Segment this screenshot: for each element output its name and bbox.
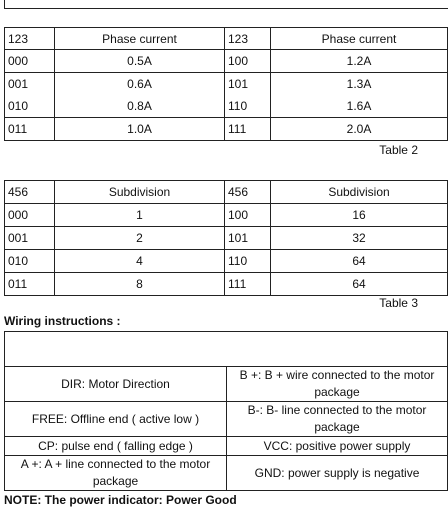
table-row: [5, 204, 448, 227]
table-row: [5, 227, 448, 250]
table-cell: CP: pulse end ( falling edge ): [5, 437, 227, 456]
header-cell: Phase current: [55, 28, 225, 50]
top-border-fragment: [4, 0, 448, 9]
wiring-title: Wiring instructions :: [4, 314, 121, 328]
table-cell: 110: [225, 95, 271, 118]
table-cell: 1.6A: [271, 95, 448, 118]
table-cell: 011: [5, 118, 55, 141]
table-cell: 16: [271, 204, 448, 227]
table-cell: 1.3A: [271, 73, 448, 95]
table-cell: VCC: positive power supply: [227, 437, 448, 456]
table-row: [5, 73, 448, 95]
table-cell: 0.5A: [55, 50, 225, 73]
table-cell: B-: B- line connected to the motor package: [227, 402, 448, 437]
table-cell: 2: [55, 227, 225, 250]
table-cell: 8: [55, 273, 225, 296]
table-cell: 100: [225, 204, 271, 227]
table-cell: FREE: Offline end ( active low ): [5, 402, 227, 437]
table-row: [5, 437, 448, 456]
table-cell: 100: [225, 50, 271, 73]
table-row: [5, 367, 448, 402]
table-row: [5, 250, 448, 273]
table-header-row: [5, 28, 448, 50]
table-row: [5, 402, 448, 437]
phase-current-table: [4, 27, 448, 141]
subdivision-table: [4, 180, 448, 296]
table-header-row: [5, 181, 448, 204]
table-cell: 001: [5, 73, 55, 95]
wiring-blank-row: [5, 332, 448, 367]
table-cell: 000: [5, 50, 55, 73]
wiring-table: [4, 331, 448, 491]
table-cell: 101: [225, 227, 271, 250]
header-cell: 123: [5, 28, 55, 50]
table-cell: 2.0A: [271, 118, 448, 141]
blank-cell: [5, 332, 448, 367]
table-cell: 4: [55, 250, 225, 273]
table-row: [5, 50, 448, 73]
table-row: [5, 95, 448, 118]
power-indicator-note: NOTE: The power indicator: Power Good: [4, 493, 237, 507]
table-cell: 0.8A: [55, 95, 225, 118]
table-cell: GND: power supply is negative: [227, 456, 448, 491]
header-cell: 456: [5, 181, 55, 204]
header-cell: 456: [225, 181, 271, 204]
table-cell: 0.6A: [55, 73, 225, 95]
table-row: [5, 273, 448, 296]
table-row: [5, 118, 448, 141]
table-cell: 111: [225, 118, 271, 141]
table-cell: DIR: Motor Direction: [5, 367, 227, 402]
table-caption: Table 2: [379, 143, 418, 157]
table-cell: 011: [5, 273, 55, 296]
header-cell: Phase current: [271, 28, 448, 50]
table-cell: 64: [271, 250, 448, 273]
table-caption: Table 3: [379, 296, 418, 310]
table-cell: 001: [5, 227, 55, 250]
table-cell: 111: [225, 273, 271, 296]
table-cell: 1.2A: [271, 50, 448, 73]
table-cell: 010: [5, 250, 55, 273]
table-cell: 64: [271, 273, 448, 296]
header-cell: Subdivision: [271, 181, 448, 204]
header-cell: Subdivision: [55, 181, 225, 204]
table-cell: B +: B + wire connected to the motor package: [227, 367, 448, 402]
table-cell: 1: [55, 204, 225, 227]
table-cell: 1.0A: [55, 118, 225, 141]
table-row: [5, 456, 448, 491]
table-cell: 110: [225, 250, 271, 273]
table-cell: A +: A + line connected to the motor package: [5, 456, 227, 491]
table-cell: 010: [5, 95, 55, 118]
table-cell: 000: [5, 204, 55, 227]
table-cell: 32: [271, 227, 448, 250]
table-cell: 101: [225, 73, 271, 95]
header-cell: 123: [225, 28, 271, 50]
